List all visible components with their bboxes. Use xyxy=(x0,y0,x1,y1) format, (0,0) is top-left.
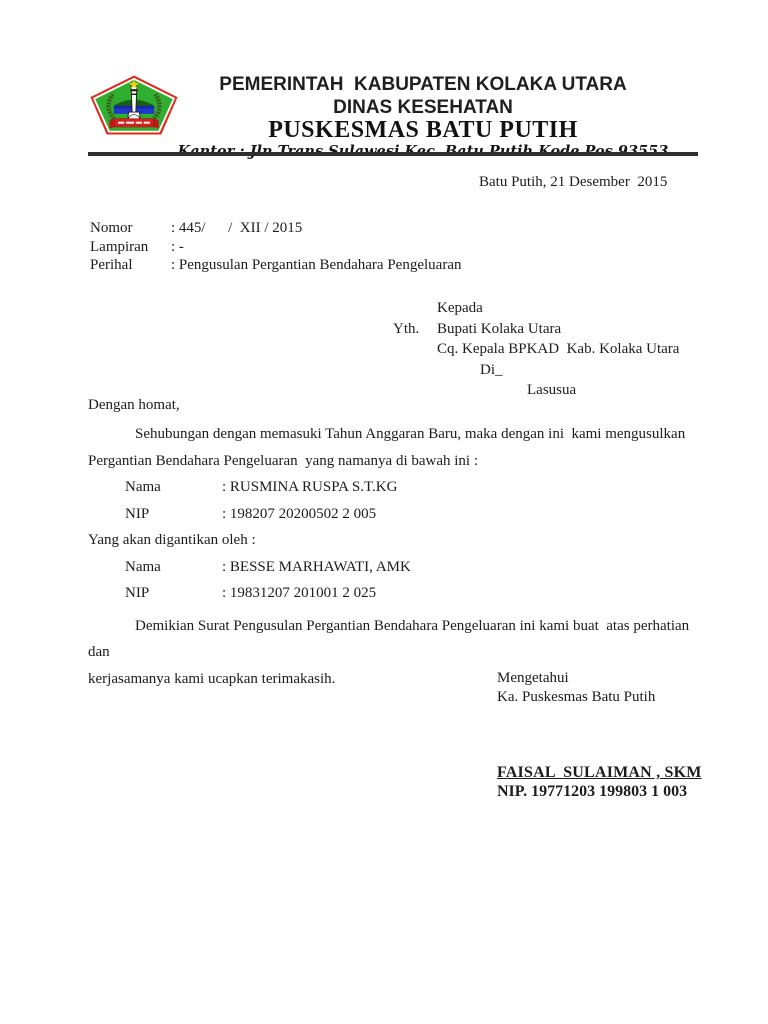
reference-row-lampiran xyxy=(90,238,461,257)
office-address: Kantor : Jln Trans Sulawesi Kec. Batu Putih Kode Pos 93553 xyxy=(177,143,669,160)
transition-line: Yang akan digantikan oleh : xyxy=(88,532,256,548)
person1-nip-row xyxy=(88,501,700,528)
salutation: Dengan homat, xyxy=(88,397,180,413)
closing-line2: kerjasamanya kami ucapkan terimakasih. xyxy=(88,670,336,687)
perihal-label: Perihal xyxy=(90,257,133,273)
person2-nama-label: Nama xyxy=(125,558,161,575)
cq-line: Cq. Kepala BPKAD Kab. Kolaka Utara xyxy=(437,341,680,357)
signatory-title: Ka. Puskesmas Batu Putih xyxy=(497,688,656,705)
person1-nip-value: : 198207 20200502 2 005 xyxy=(222,505,377,522)
reference-block xyxy=(90,219,461,275)
kepada-line: Kepada xyxy=(437,300,483,316)
signatory-identity xyxy=(497,763,702,801)
city-line: Lasusua xyxy=(527,382,577,398)
di-line: Di_ xyxy=(480,361,503,378)
addressee: Bupati Kolaka Utara xyxy=(437,320,562,337)
department-name: DINAS KESEHATAN xyxy=(333,97,513,118)
person2-nip-row xyxy=(88,580,700,607)
letter-body xyxy=(88,395,700,692)
nomor-label: Nomor xyxy=(90,220,133,236)
signature-block xyxy=(497,669,655,706)
person1-nama-label: Nama xyxy=(125,479,161,495)
person2-nama-value: : BESSE MARHAWATI, AMK xyxy=(222,558,411,575)
signatory-name: FAISAL SULAIMAN , SKM xyxy=(497,764,702,781)
lampiran-label: Lampiran xyxy=(90,238,149,255)
reference-row-perihal xyxy=(90,256,461,275)
government-name: PEMERINTAH KABUPATEN KOLAKA UTARA xyxy=(219,74,627,95)
person2-nip-value: : 19831207 201001 2 025 xyxy=(222,585,377,601)
yth-label: Yth. xyxy=(393,320,420,337)
lampiran-value: : - xyxy=(171,238,184,255)
letterhead xyxy=(145,74,701,160)
recipient-block xyxy=(393,298,679,401)
perihal-value: : Pengusulan Pergantian Bendahara Pengeluaran xyxy=(171,257,462,273)
date-line: Batu Putih, 21 Desember 2015 xyxy=(479,174,668,190)
person1-nama-value: : RUSMINA RUSPA S.T.KG xyxy=(222,479,398,495)
mengetahui-line: Mengetahui xyxy=(497,670,569,686)
reference-row-nomor xyxy=(90,219,461,238)
person1-nip-label: NIP xyxy=(125,505,150,522)
paragraph1-line2: Pergantian Bendahara Pengeluaran yang namanya di bawah ini : xyxy=(88,452,479,469)
office-name: PUSKESMAS BATU PUTIH xyxy=(268,117,578,143)
paragraph1-line1: Sehubungan dengan memasuki Tahun Anggaran Baru, maka dengan ini kami mengusulkan xyxy=(135,426,686,442)
person1-nama-row xyxy=(88,474,700,501)
signatory-nip: NIP. 19771203 199803 1 003 xyxy=(497,783,688,800)
person2-nama-row xyxy=(88,554,700,581)
closing-line1: Demikian Surat Pengusulan Pergantian Bendahara Pengeluaran ini kami buat atas perhatian dan xyxy=(88,617,693,660)
nomor-value: : 445/ / XII / 2015 xyxy=(171,220,303,236)
person2-nip-label: NIP xyxy=(125,585,150,601)
yth-line xyxy=(393,319,679,340)
letterhead-divider xyxy=(88,152,698,156)
